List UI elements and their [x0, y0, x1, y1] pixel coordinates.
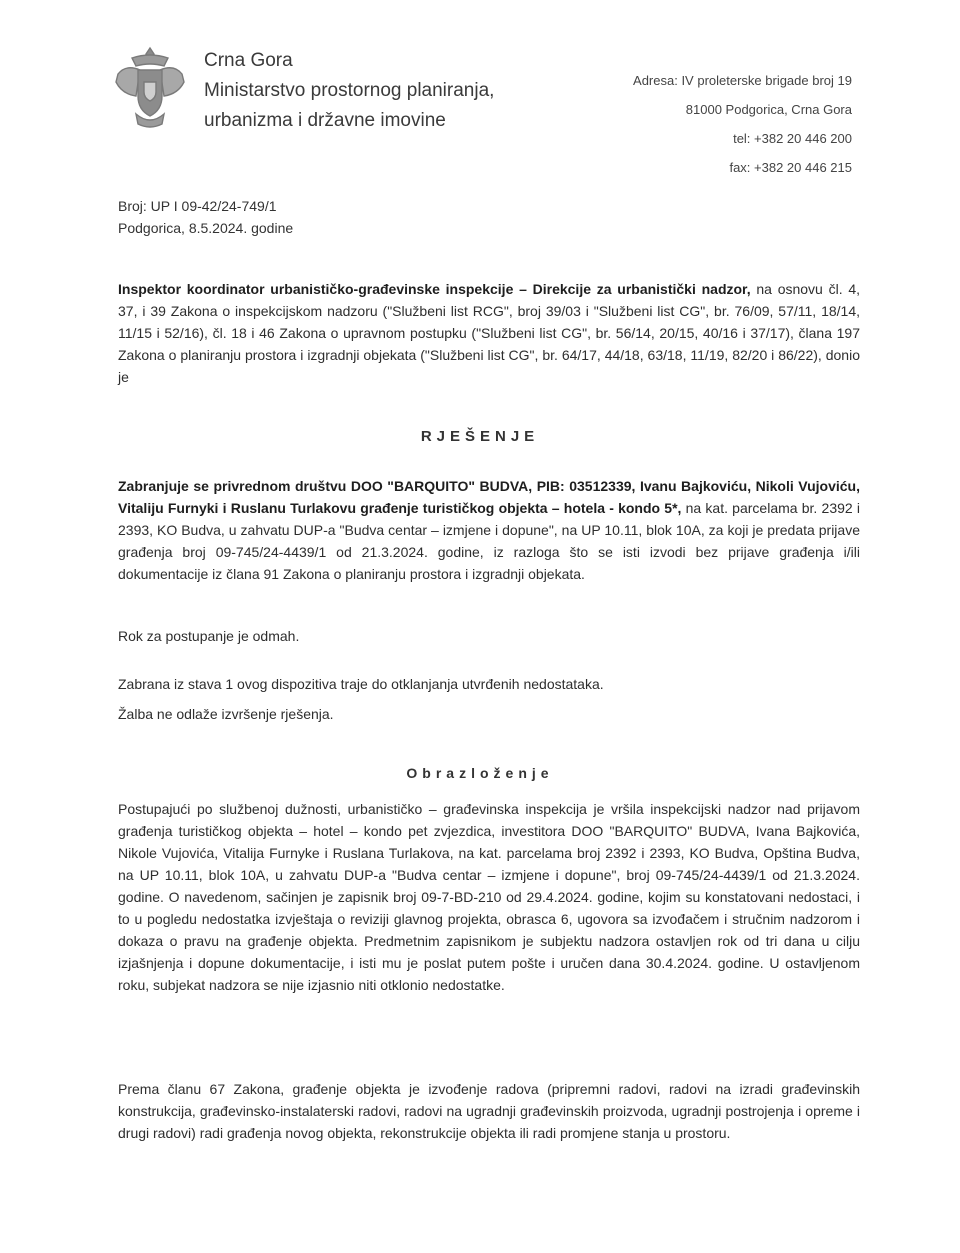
ministry-line: Ministarstvo prostornog planiranja, [204, 80, 495, 101]
ban-duration-line: Zabrana iz stava 1 ovog dispozitiva traje do otklanjanja utvrđenih nedostataka. [118, 676, 604, 692]
intro-bold: Inspektor koordinator urbanističko-građevinske inspekcije – Direkcije za urbanistički nadzor, [118, 281, 751, 297]
address-line: Adresa: IV proleterske brigade broj 19 [633, 73, 852, 88]
decision-paragraph [118, 475, 860, 585]
ministry-line: urbanizma i državne imovine [204, 110, 446, 131]
decision-text: na kat. parcelama br. 2392 i 2393, KO Budva, u zahvatu DUP-a "Budva centar – izmjene i dopune", na UP 10.11, blok 10A, za koji je predata prijave građenja broj 09-745/24-4439/1 od 21.3.2024. godine, iz razloga što se isti izvodi bez prijave građenja i/ili dokumentacije iz člana 91 Zakona o planiranju prostora i izgradnji objekata. [118, 500, 860, 582]
decision-bold: Zabranjuje se privrednom društvu DOO "BARQUITO" BUDVA, PIB: 03512339, Ivanu Bajkoviću, Nikoli Vujoviću, Vitaliju Furnyki i Ruslanu Turlakovu građenje turističkog objekta – hotela - kondo 5*, [118, 478, 860, 516]
reasoning-title: Obrazloženje [406, 765, 554, 781]
contact-address [600, 66, 852, 182]
appeal-line: Žalba ne odlaže izvršenje rješenja. [118, 706, 334, 722]
ministry-header [204, 46, 494, 136]
reference-number: Broj: UP I 09-42/24-749/1 [118, 198, 277, 214]
address-line: 81000 Podgorica, Crna Gora [685, 102, 852, 117]
reasoning-paragraph-1: Postupajući po službenoj dužnosti, urbanističko – građevinska inspekcija je vršila inspekcijski nadzor nad prijavom građenja turističkog objekta – hotel – kondo pet zvjezdica, investitora DOO "BARQUITO" BUDVA, Ivana Bajkovića, Nikole Vujovića, Vitalija Furnyke i Ruslana Turlakova, na kat. parcelama broj 2392 i 2393, KO Budva, Opština Budva, na UP 10.11, blok 10A, u zahvatu DUP-a "Budva centar – izmjene i dopune", broj 09-745/24-4439/1 od 21.3.2024. godine. O navedenom, sačinjen je zapisnik broj 09-7-BD-210 od 29.4.2024. godine, kojim su konstatovani nedostaci, i to u pogledu nedostatka izvještaja o reviziji glavnog projekta, obrasca 6, ugovora sa izvođačem i stručnim nadzorom i dokaza o pravu na građenje objekta. Predmetnim zapisnikom je subjektu nadzora ostavljen rok od tri dana u cilju izjašnjenja i dopune dokumentacije, i isti mu je poslat putem pošte i uručen dana 30.4.2024. godine. U ostavljenom roku, subjekat nadzora se nije izjasnio niti otklonio nedostatke. [118, 801, 860, 993]
fax-line: fax: +382 20 446 215 [729, 160, 852, 175]
deadline-line: Rok za postupanje je odmah. [118, 628, 300, 644]
ministry-line: Crna Gora [204, 50, 293, 71]
place-date: Podgorica, 8.5.2024. godine [118, 220, 294, 236]
coat-of-arms-icon [112, 44, 188, 132]
decision-title: RJEŠENJE [420, 428, 540, 445]
intro-paragraph [118, 278, 860, 388]
reasoning-paragraph-2: Prema članu 67 Zakona, građenje objekta je izvođenje radova (pripremni radovi, radovi na izradi građevinskih konstrukcija, građevinsko-instalaterski radovi, radovi na ugradnji građevinskih proizvoda, ugradnji postrojenja i opreme i drugi radovi) radi građenja novog objekta, rekonstrukcije objekta ili radi promjene stanja u prostoru. [118, 1081, 860, 1141]
intro-text: na osnovu čl. 4, 37, i 39 Zakona o inspekcijskom nadzoru ("Službeni list RCG", broj 39/03 i "Službeni list CG", br. 76/09, 57/11, 18/14, 11/15 i 52/16), čl. 18 i 46 Zakona o upravnom postupku ("Službeni list CG", br. 56/14, 20/15, 40/16 i 37/17), člana 197 Zakona o planiranju prostora i izgradnji objekata ("Službeni list CG", br. 64/17, 44/18, 63/18, 11/19, 82/20 i 86/22), donio je [118, 281, 861, 385]
phone-line: tel: +382 20 446 200 [733, 131, 852, 146]
